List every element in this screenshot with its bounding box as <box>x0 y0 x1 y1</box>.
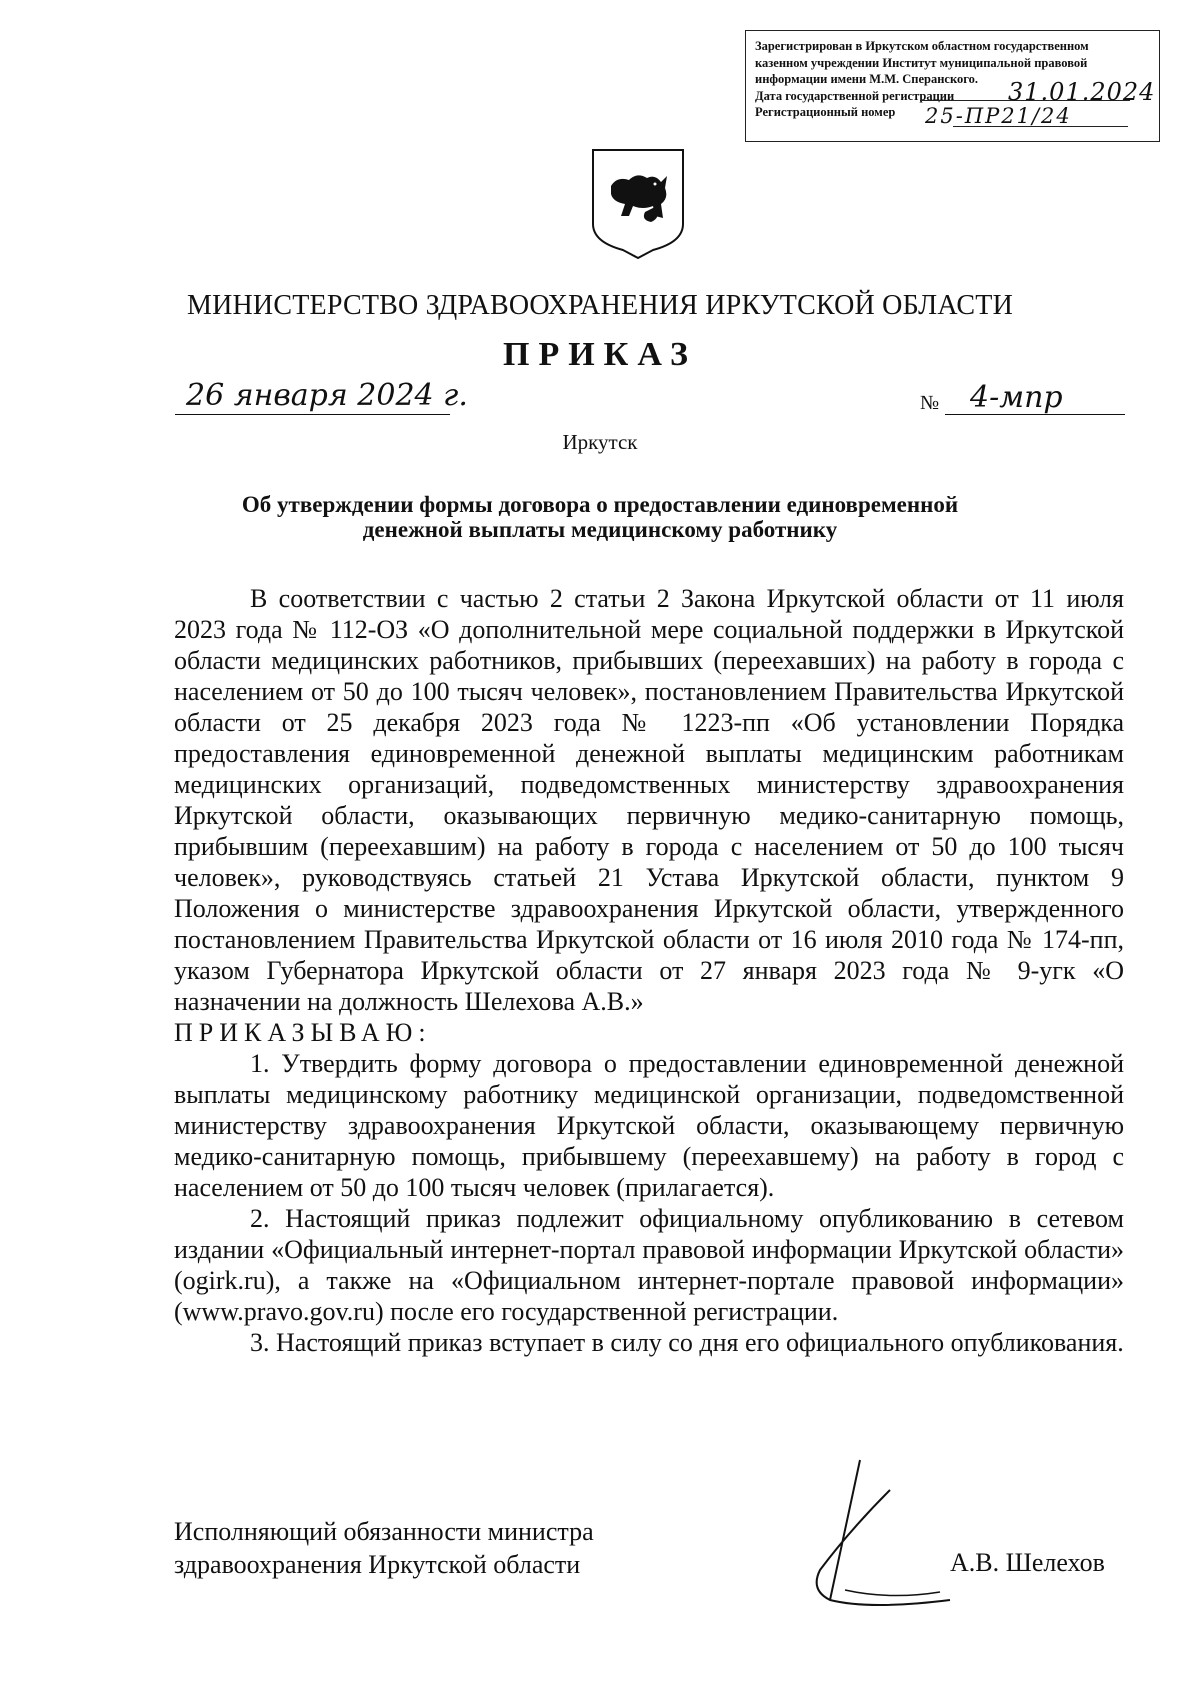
handwritten-signature-icon <box>790 1450 990 1620</box>
stamp-line-3: информации имени М.М. Сперанского. <box>755 72 978 86</box>
document-title: Об утверждении формы договора о предоставлении единовременной денежной выплаты медицинскому работнику <box>241 492 959 542</box>
order-date-handwritten: 26 января 2024 г. <box>186 378 468 413</box>
stamp-line-2: казенном учреждении Институт муниципальной правовой <box>755 55 1088 70</box>
document-body <box>174 583 1124 1358</box>
signer-position-line-1: Исполняющий обязанности министра <box>174 1517 594 1546</box>
signer-name: А.В. Шелехов <box>950 1548 1105 1577</box>
stamp-date-value: 31.01.2024 <box>1008 78 1156 106</box>
order-word: ПРИКАЗЫВАЮ: <box>174 1018 432 1047</box>
order-number-handwritten: 4-мпр <box>970 380 1063 415</box>
preamble-paragraph: В соответствии с частью 2 статьи 2 Закона Иркутской области от 11 июля 2023 года № 112-ОЗ «О дополнительной мере социальной поддержки в Иркутской области медицинских работников, прибывших (переехавших) на работу в города с населением от 50 до 100 тысяч человек», постановлением Правительства Иркутской области от 25 декабря 2023 года № 1223-пп «Об установлении Порядка предоставления единовременной денежной выплаты медицинским работникам медицинских организаций, подведомственных министерству здравоохранения Иркутской области, оказывающих первичную медико-санитарную помощь, прибывшим (переехавшим) на работу в города с населением от 50 до 100 тысяч человек», руководствуясь статьей 21 Устава Иркутской области, пунктом 9 Положения о министерстве здравоохранения Иркутской области, утвержденного постановлением Правительства Иркутской области от 16 июля 2010 года № 174-пп, указом Губернатора Иркутской области от 27 января 2023 года № 9-угк «О назначении на должность Шелехова А.В.» <box>174 584 1124 1016</box>
order-date-underline <box>175 414 450 415</box>
city: Иркутск <box>562 430 638 454</box>
order-item-3: 3. Настоящий приказ вступает в силу со дня его официального опубликования. <box>250 1328 1124 1357</box>
signer-position-line-2: здравоохранения Иркутской области <box>174 1550 581 1579</box>
ministry-name: МИНИСТЕРСТВО ЗДРАВООХРАНЕНИЯ ИРКУТСКОЙ ОБЛАСТИ <box>186 290 1013 321</box>
signer-position <box>174 1515 594 1581</box>
document-type: ПРИКАЗ <box>503 336 697 373</box>
stamp-reg-label: Регистрационный номер <box>755 105 896 119</box>
order-item-1: 1. Утвердить форму договора о предоставлении единовременной денежной выплаты медицинскому работнику медицинской организации, подведомственной министерству здравоохранения Иркутской области, оказывающему первичную медико-санитарную помощь, прибывшему (переехавшему) на работу в город с населением от 50 до 100 тысяч человек (прилагается). <box>174 1049 1124 1202</box>
stamp-date-label: Дата государственной регистрации <box>755 88 955 103</box>
order-item-2: 2. Настоящий приказ подлежит официальному опубликованию в сетевом издании «Официальный интернет-портал правовой информации Иркутской области» (ogirk.ru), а также на «Официальном интернет-портале правовой информации» (www.pravo.gov.ru) после его государственной регистрации. <box>174 1204 1124 1326</box>
stamp-reg-value: 25-ПР21/24 <box>925 104 1072 128</box>
irkutsk-coat-of-arms-icon <box>589 146 687 261</box>
order-number-underline <box>945 414 1125 415</box>
order-number-label: № <box>920 392 940 414</box>
stamp-line-1: Зарегистрирован в Иркутском областном государственном <box>755 39 1089 53</box>
